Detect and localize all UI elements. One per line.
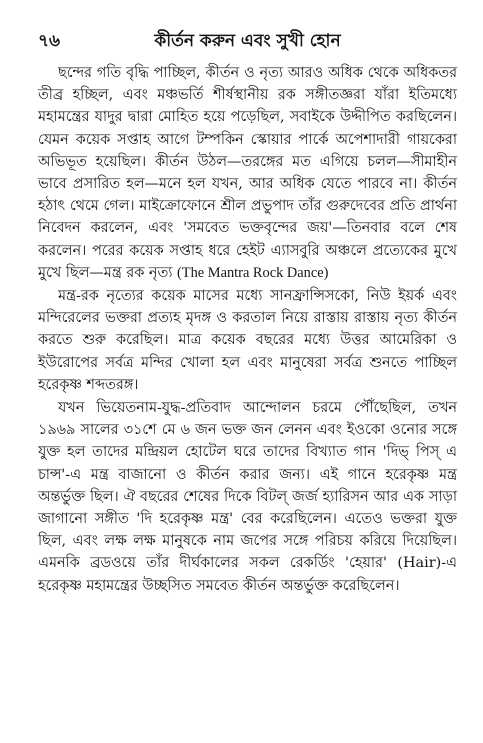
paragraph-1-text: ছন্দের গতি বৃদ্ধি পাচ্ছিল, কীর্তন ও নৃত্য আরও অধিক থেকে অধিকতর তীব্র হচ্ছিল, এবং মঞ্চভর্তি শীর্ষস্থানীয় রক সঙ্গীতজ্ঞরা যাঁরা ইতিমধ্যে মহামন্ত্রের যাদুর দ্বারা মোহিত হয়ে পড়েছিল, সবাইকে উদ্দীপিত করছিলেন। যেমন কয়েক সপ্তাহ আগে টম্পকিন স্কোয়ার পার্কে অপেশাদারী গায়কেরা অভিভূত হয়েছিল। কীর্তন উঠল—তরঙ্গের মত এগিয়ে চলল—সীমাহীন ভাবে প্রসারিত হল—মনে হল যখন, আর অধিক যেতে পারবে না। কীর্তন হঠাৎ থেমে গেল। মাইক্রোফোনে শ্রীল প্রভুপাদ তাঁর গুরুদেবের প্রতি প্রার্থনা নিবেদন করলেন, এবং 'সমবেত ভক্তবৃন্দের জয়'—তিনবার বলে শেষ করলেন। পরের কয়েক সপ্তাহ ধরে হেইট এ্যাসবুরি অঞ্চলে প্রত্যেকের মুখে মুখে ছিল—মন্ত্র রক নৃত্য [38, 65, 457, 281]
paragraph-3: যখন ভিয়েতনাম-যুদ্ধ-প্রতিবাদ আন্দোলন চরমে পৌঁছেছিল, তখন ১৯৬৯ সালের ৩১শে মে ৬ জন ভক্ত জন লেনন এবং ইওকো ওনোর সঙ্গে যুক্ত হল তাদের মন্দ্রিয়ল হোটেল ঘরে তাদের বিখ্যাত গান 'দিভ্‌ পিস্‌ এ চান্স'-এ মন্ত্র বাজানো ও কীর্তন করার জন্য। এই গানে হরেকৃষ্ণ মন্ত্র অন্তর্ভুক্ত ছিল। ঐ বছরের শেষের দিকে বিটল্‌ জর্জ হ্যারিসন আর এক সাড়া জাগানো সঙ্গীত 'দি হরেকৃষ্ণ মন্ত্র' বের করেছিলেন। এতেও ভক্তরা যুক্ত ছিল, এবং লক্ষ লক্ষ মানুষকে নাম জপের সঙ্গে পরিচয় করিয়ে দিয়েছিল। এমনকি ব্রডওয়ে তাঁর দীর্ঘকালের সকল রেকর্ডিং 'হেয়ার' (Hair)-এ হরেকৃষ্ণ মহামন্ত্রের উচ্ছসিত সমবেত কীর্তন অন্তর্ভুক্ত করেছিলেন। [38, 400, 457, 594]
running-title: কীর্তন করুন এবং সুখী হোন [154, 31, 341, 51]
body-text [38, 62, 457, 597]
english-title: (The Mantra Rock Dance) [177, 264, 329, 281]
page-number: ৭৬ [38, 31, 61, 51]
paragraph-2: মন্ত্র-রক নৃত্যের কয়েক মাসের মধ্যে সানফ্রান্সিসকো, নিউ ইয়র্ক এবং মন্দিরেলের ভক্তরা প্রত্যহ মৃদঙ্গ ও করতাল নিয়ে রাস্তায় রাস্তায় নৃত্য কীর্তন করতে শুরু করেছিল। মাত্র কয়েক বছরের মধ্যে উত্তর আমেরিকা ও ইউরোপের সর্বত্র মন্দির খোলা হল এবং মানুষেরা সর্বত্র শুনতে পাচ্ছিল হরেকৃষ্ণ শব্দতরঙ্গ। [38, 288, 457, 393]
paragraph-1 [38, 62, 457, 284]
page-header [38, 28, 457, 62]
